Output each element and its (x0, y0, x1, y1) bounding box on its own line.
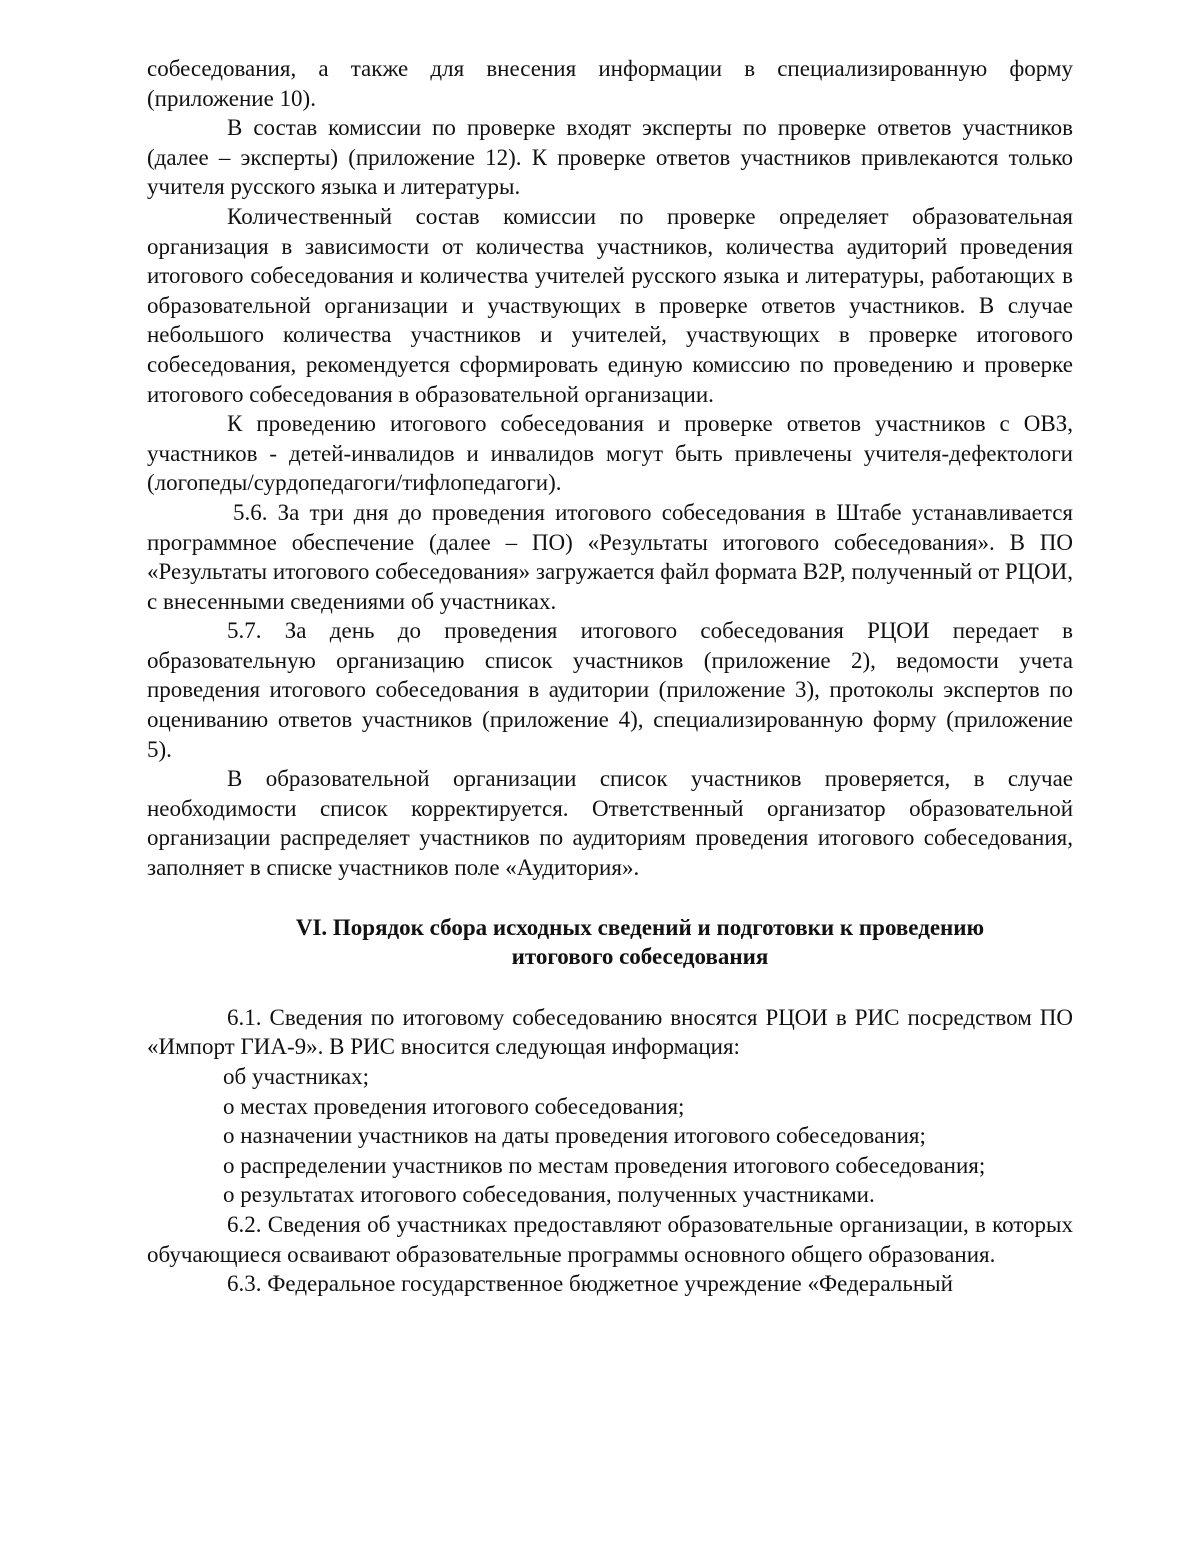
paragraph-6-3: 6.3. Федеральное государственное бюджетное учреждение «Федеральный (227, 1271, 953, 1297)
section-heading (147, 913, 1073, 972)
paragraph-5-6: 5.6. За три дня до проведения итогового собеседования в Штабе устанавливается программное обеспечение (далее – ПО) «Результаты итогового собеседования». В ПО «Результаты итогового собеседования» загружается файл формата B2P, полученный от РЦОИ, с внесенными сведениями об участниках. (147, 499, 1073, 614)
paragraph-quantity: Количественный состав комиссии по проверке определяет образовательная организация в зависимости от количества участников, количества аудиторий проведения итогового собеседования и количества учителей русского языка и литературы, работающих в образовательной организации и участвующих в проверке ответов участников. В случае небольшого количества участников и учителей, участвующих в проверке итогового собеседования, рекомендуется сформировать единую комиссию по проведению и проверке итогового собеседования в образовательной организации. (147, 203, 1073, 407)
document-page (147, 54, 1073, 1299)
list-item: об участниках; (223, 1064, 370, 1089)
section-heading-line-1: VI. Порядок сбора исходных сведений и подготовки к проведению (295, 914, 985, 940)
list-item: о распределении участников по местам проведения итогового собеседования; (223, 1152, 986, 1178)
paragraph-experts: В состав комиссии по проверке входят эксперты по проверке ответов участников (далее – эксперты) (приложение 12). К проверке ответов участников привлекаются только учителя русского языка и литературы. (147, 115, 1073, 200)
list-item: о назначении участников на даты проведения итогового собеседования; (223, 1123, 926, 1149)
paragraph-6-2: 6.2. Сведения об участниках предоставляют образовательные организации, в которых обучающиеся осваивают образовательные программы основного общего образования. (147, 1211, 1073, 1267)
list-item: о местах проведения итогового собеседования; (223, 1093, 685, 1119)
section-heading-line-2: итогового собеседования (511, 944, 769, 970)
paragraph-5-7: 5.7. За день до проведения итогового собеседования РЦОИ передает в образовательную организацию список участников (приложение 2), ведомости учета проведения итогового собеседования в аудитории (приложение 3), протоколы экспертов по оцениванию ответов участников (приложение 4), специализированную форму (приложение 5). (147, 618, 1073, 762)
paragraph-6-1: 6.1. Сведения по итоговому собеседованию вносятся РЦОИ в РИС посредством ПО «Импорт ГИА-9». В РИС вносится следующая информация: (147, 1004, 1073, 1060)
list-item: о результатах итогового собеседования, полученных участниками. (223, 1182, 875, 1208)
paragraph-intro: собеседования, а также для внесения информации в специализированную форму (приложение 10). (147, 56, 1073, 111)
paragraph-list-check: В образовательной организации список участников проверяется, в случае необходимости список корректируется. Ответственный организатор образовательной организации распределяет участников по аудиториям проведения итогового собеседования, заполняет в списке участников поле «Аудитория». (147, 766, 1073, 881)
paragraph-ovz: К проведению итогового собеседования и проверке ответов участников с ОВЗ, участников - детей-инвалидов и инвалидов могут быть привлечены учителя-дефектологи (логопеды/сурдопедагоги/тифлопедагоги). (147, 411, 1073, 496)
